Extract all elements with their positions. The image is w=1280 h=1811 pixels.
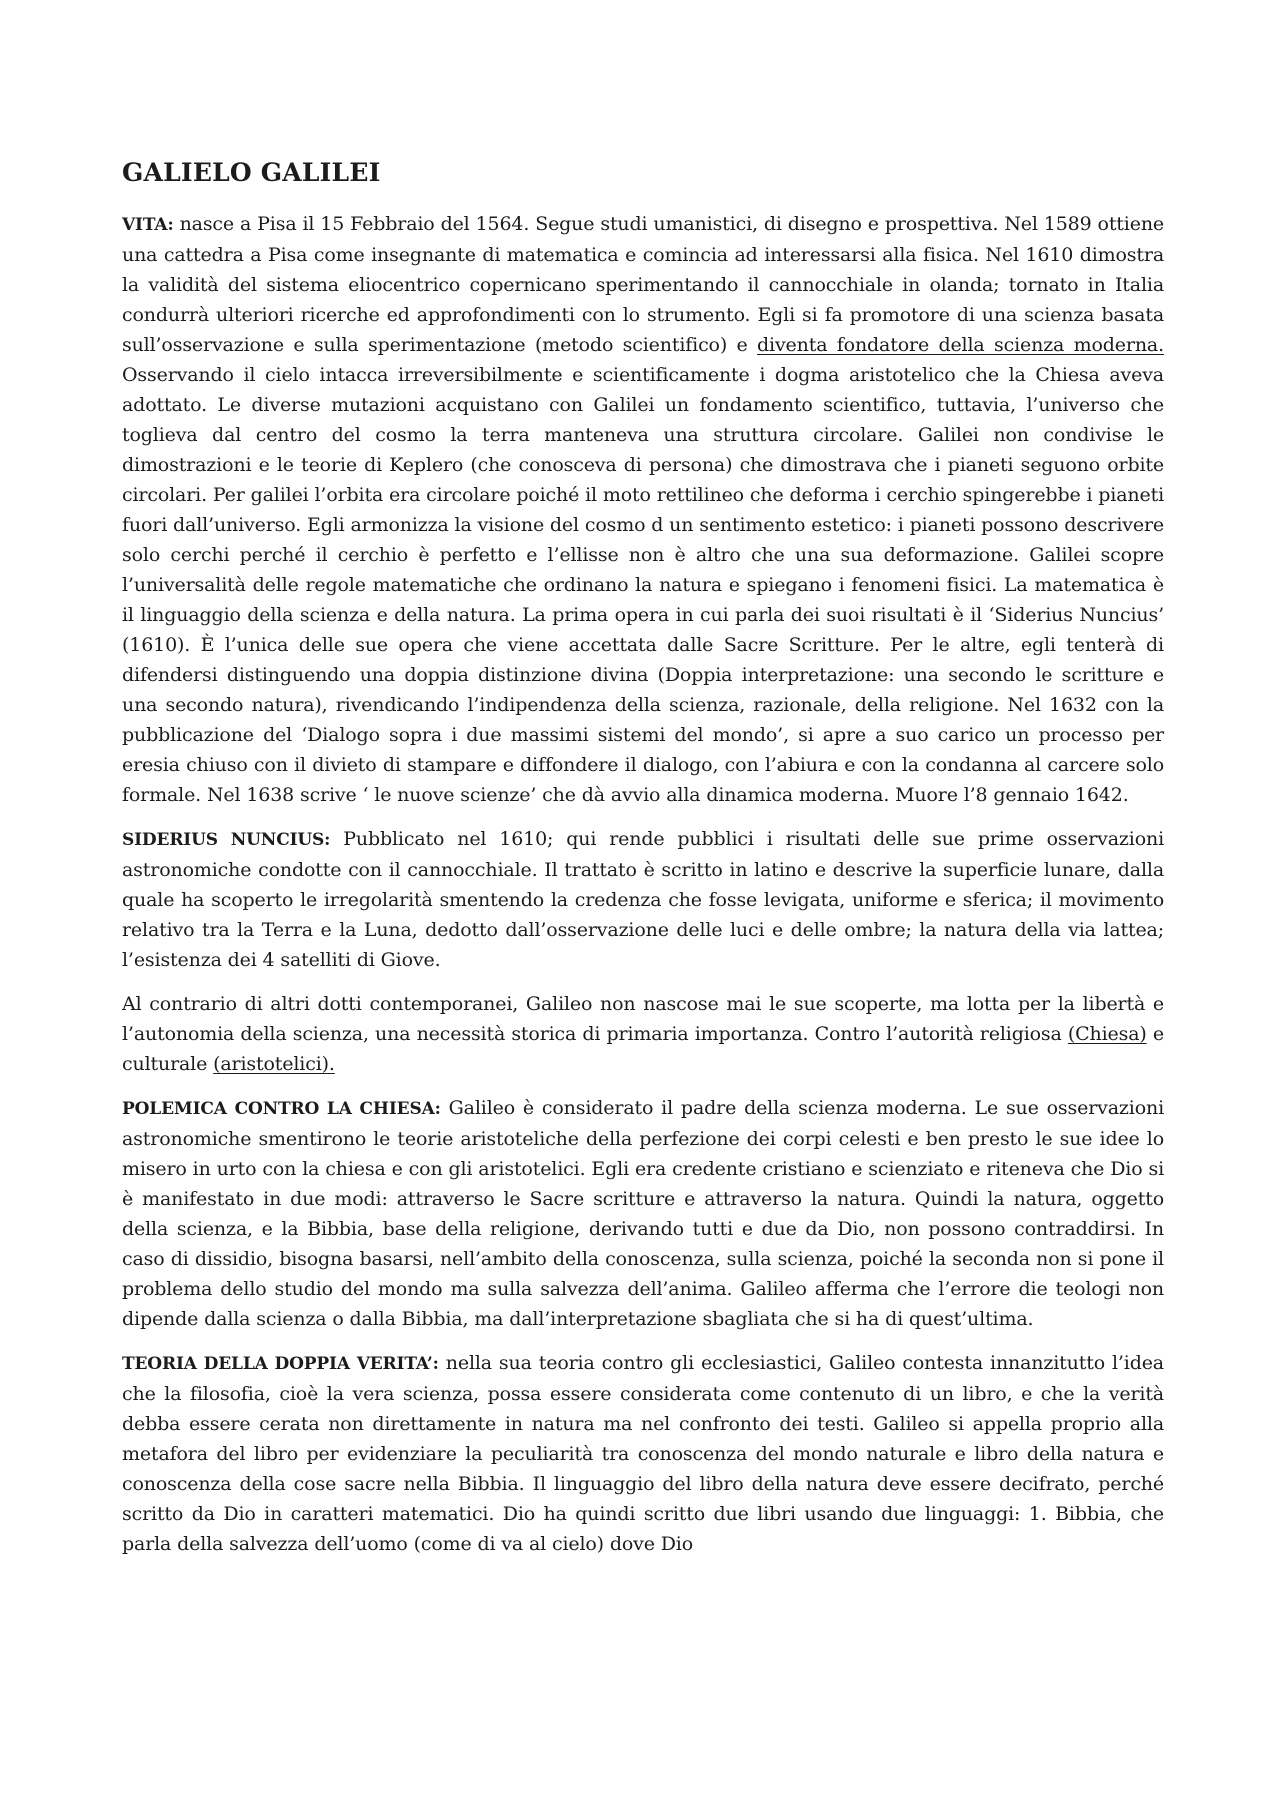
document-title: GALIELO GALILEI — [122, 158, 381, 187]
paragraph-teoria — [122, 1348, 1164, 1559]
paragraph-polemica — [122, 1093, 1164, 1334]
contrario-text-2: e culturale — [122, 1023, 1164, 1075]
contrario-underlined-chiesa: (Chiesa) — [1067, 1023, 1147, 1045]
vita-text-2: Osservando il cielo intacca irreversibilmente e scientificamente i dogma aristotelico che la Chiesa aveva adottato. Le diverse mutazioni acquistano con Galilei un fondamento scientifico, tuttavia, l’universo che toglieva dal centro del cosmo la terra manteneva una struttura circolare. Galilei non condivise le dimostrazioni e le teorie di Keplero (che conosceva di persona) che dimostrava che i pianeti seguono orbite circolari. Per galilei l’orbita era circolare poiché il moto rettilineo che deforma i cerchio spingerebbe i pianeti fuori dall’universo. Egli armonizza la visione del cosmo d un sentimento estetico: i pianeti possono descrivere solo cerchi perché il cerchio è perfetto e l’ellisse non è altro che una sua deformazione. Galilei scopre l’universalità delle regole matematiche che ordinano la natura e spiegano i fenomeni fisici. La matematica è il linguaggio della scienza e della natura. La prima opera in cui parla dei suoi risultati è il ‘Siderius Nuncius’ (1610). È l’unica delle sue opera che viene accettata dalle Sacre Scritture. Per le altre, egli tenterà di difendersi distinguendo una doppia distinzione divina (Doppia interpretazione: una secondo le scritture e una secondo natura), rivendicando l’indipendenza della scienza, razionale, della religione. Nel 1632 con la pubblicazione del ‘Dialogo sopra i due massimi sistemi del mondo’, si apre a suo carico un processo per eresia chiuso con il divieto di stampare e diffondere il dialogo, con l’abiura e con la condanna al carcere solo formale. Nel 1638 scrive ‘ le nuove scienze’ che dà avvio alla dinamica moderna. Muore l’8 gennaio 1642. — [122, 364, 1164, 806]
teoria-text: nella sua teoria contro gli ecclesiastici, Galileo contesta innanzitutto l’idea che la filosofia, cioè la vera scienza, possa essere considerata come contenuto di un libro, e che la verità debba essere cerata non direttamente in natura ma nel confronto dei testi. Galileo si appella proprio alla metafora del libro per evidenziare la peculiarità tra conoscenza del mondo naturale e libro della natura e conoscenza della cose sacre nella Bibbia. Il linguaggio del libro della natura deve essere decifrato, perché scritto da Dio in caratteri matematici. Dio ha quindi scritto due libri usando due linguaggi: 1. Bibbia, che parla della salvezza dell’uomo (come di va al cielo) dove Dio — [122, 1352, 1164, 1555]
paragraph-al-contrario — [122, 989, 1164, 1079]
section-label-vita: VITA: — [122, 215, 174, 235]
section-label-polemica: POLEMICA CONTRO LA CHIESA: — [122, 1099, 441, 1119]
contrario-underlined-aristotelici: (aristotelici). — [213, 1053, 335, 1075]
paragraph-vita — [122, 209, 1164, 810]
vita-text-1: nasce a Pisa il 15 Febbraio del 1564. Segue studi umanistici, di disegno e prospettiva. Nel 1589 ottiene una cattedra a Pisa come insegnante di matematica e comincia ad interessarsi alla fisica. Nel 1610 dimostra la validità del sistema eliocentrico copernicano sperimentando il cannocchiale in olanda; tornato in Italia condurrà ulteriori ricerche ed approfondimenti con lo strumento. Egli si fa promotore di una scienza basata sull’osservazione e sulla sperimentazione (metodo scientifico) e — [122, 213, 1164, 356]
siderius-text: Pubblicato nel 1610; qui rende pubblici i risultati delle sue prime osservazioni astronomiche condotte con il cannocchiale. Il trattato è scritto in latino e descrive la superficie lunare, dalla quale ha scoperto le irregolarità smentendo la credenza che fosse levigata, uniforme e sferica; il movimento relativo tra la Terra e la Luna, dedotto dall’osservazione delle luci e delle ombre; la natura della via lattea; l’esistenza dei 4 satelliti di Giove. — [122, 828, 1165, 971]
vita-underlined-text: diventa fondatore della scienza moderna. — [757, 334, 1164, 356]
paragraph-siderius-nuncius — [122, 824, 1164, 975]
section-label-siderius: SIDERIUS NUNCIUS: — [122, 830, 331, 850]
polemica-text: Galileo è considerato il padre della scienza moderna. Le sue osservazioni astronomiche smentirono le teorie aristoteliche della perfezione dei corpi celesti e ben presto le sue idee lo misero in urto con la chiesa e con gli aristotelici. Egli era credente cristiano e scienziato e riteneva che Dio si è manifestato in due modi: attraverso le Sacre scritture e attraverso la natura. Quindi la natura, oggetto della scienza, e la Bibbia, base della religione, derivando tutti e due da Dio, non possono contraddirsi. In caso di dissidio, bisogna basarsi, nell’ambito della conoscenza, sulla scienza, poiché la seconda non si pone il problema dello studio del mondo ma sulla salvezza dell’anima. Galileo afferma che l’errore die teologi non dipende dalla scienza o dalla Bibbia, ma dall’interpretazione sbagliata che si ha di quest’ultima. — [122, 1097, 1164, 1330]
section-label-teoria: TEORIA DELLA DOPPIA VERITA’: — [122, 1354, 439, 1374]
contrario-text-1: Al contrario di altri dotti contemporanei, Galileo non nascose mai le sue scoperte, ma lotta per la libertà e l’autonomia della scienza, una necessità storica di primaria importanza. Contro l’autorità religiosa — [122, 993, 1164, 1045]
